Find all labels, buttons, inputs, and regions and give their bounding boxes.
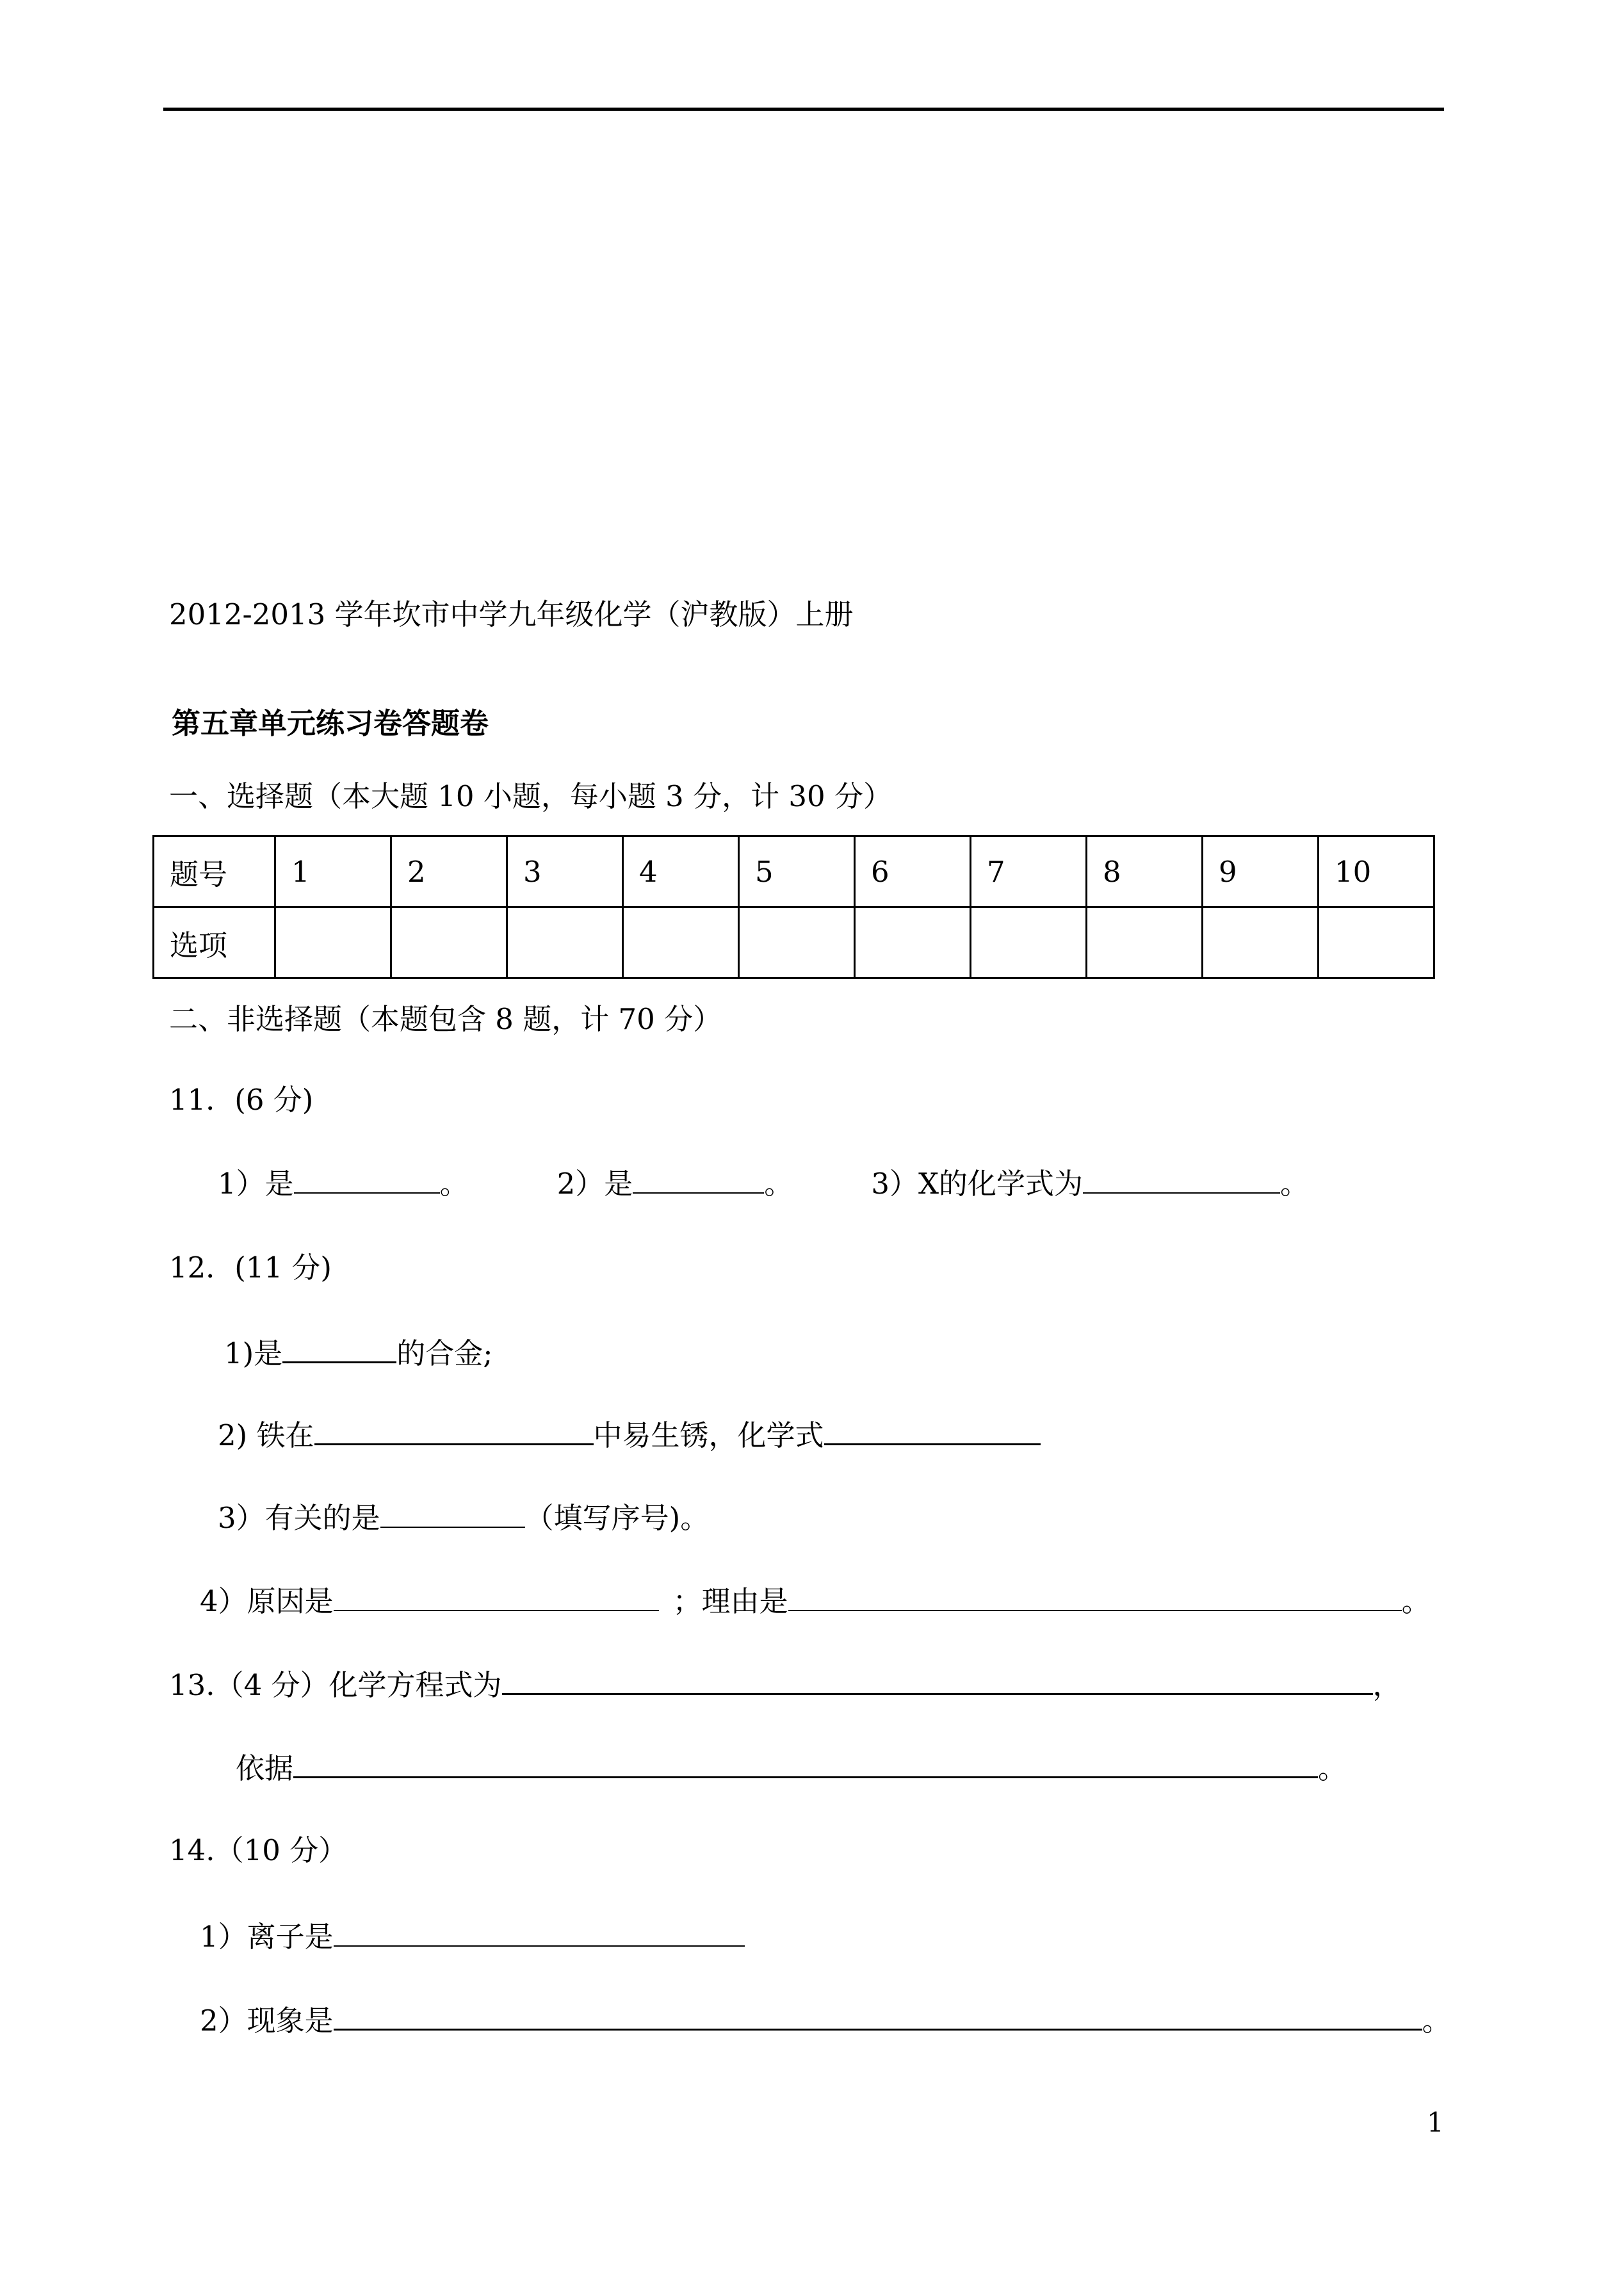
- q11-heading: 11．(6 分): [169, 1083, 314, 1117]
- table-cell-number: 8: [1087, 836, 1203, 907]
- q11-part1-label: 1）是: [218, 1167, 294, 1201]
- table-cell-number: 5: [739, 836, 855, 907]
- q12-line-2: [218, 1415, 1041, 1455]
- q13-heading-end: ，: [1372, 1668, 1402, 1702]
- q12-blank-1[interactable]: [282, 1333, 396, 1363]
- table-header-cell: 题号: [154, 836, 275, 907]
- answer-cell[interactable]: [275, 907, 391, 978]
- q13-blank-1[interactable]: [502, 1665, 1373, 1695]
- q13-blank-2[interactable]: [293, 1748, 1318, 1778]
- answer-table: [152, 835, 1435, 979]
- q11-blank-2[interactable]: [633, 1164, 764, 1194]
- header-rule: [163, 108, 1444, 111]
- q11-blank-1[interactable]: [294, 1164, 440, 1194]
- answer-cell[interactable]: [971, 907, 1087, 978]
- q12-line-4: [200, 1582, 1431, 1621]
- table-cell-number: 4: [623, 836, 739, 907]
- q14-l2-end: 。: [1422, 2004, 1451, 2038]
- q12-l4-label: 4）原因是: [200, 1584, 334, 1618]
- answer-cell[interactable]: [739, 907, 855, 978]
- q12-blank-3[interactable]: [824, 1415, 1041, 1445]
- q12-l4-mid: ；理由是: [672, 1584, 788, 1618]
- answer-cell[interactable]: [391, 907, 507, 978]
- section2-heading: 二、非选择题（本题包含 8 题，计 70 分）: [169, 1002, 722, 1036]
- answer-cell[interactable]: [1203, 907, 1319, 978]
- q14-l1-label: 1）离子是: [200, 1920, 334, 1954]
- q11-part2-label: 2）是: [556, 1167, 633, 1201]
- q14-line-1: [200, 1917, 745, 1956]
- q13-l2-end: 。: [1318, 1751, 1347, 1785]
- q12-l3-label: 3）有关的是: [218, 1501, 380, 1535]
- table-cell-number: 7: [971, 836, 1087, 907]
- section1-heading: 一、选择题（本大题 10 小题，每小题 3 分，计 30 分）: [169, 779, 892, 813]
- q12-l4-end: 。: [1401, 1584, 1431, 1618]
- q11-line: [218, 1164, 1309, 1203]
- q11-part2-end: 。: [764, 1167, 793, 1201]
- table-row-numbers: [154, 836, 1434, 907]
- q13-l2-label: 依据: [236, 1751, 294, 1785]
- table-cell-number: 1: [275, 836, 391, 907]
- q12-heading: 12．(11 分): [169, 1251, 332, 1285]
- answer-cell[interactable]: [1319, 907, 1434, 978]
- table-cell-number: 2: [391, 836, 507, 907]
- q12-blank-4[interactable]: [380, 1498, 525, 1528]
- document-subtitle: 第五章单元练习卷答题卷: [172, 706, 489, 740]
- q13-line-2: [236, 1748, 1347, 1788]
- answer-cell[interactable]: [1087, 907, 1203, 978]
- q11-part1-end: 。: [439, 1167, 469, 1201]
- q12-l2-label: 2) 铁在: [218, 1418, 314, 1452]
- document-title: 2012-2013 学年坎市中学九年级化学（沪教版）上册: [169, 597, 854, 631]
- q14-heading: 14.（10 分）: [169, 1833, 348, 1867]
- q12-blank-6[interactable]: [788, 1582, 1402, 1611]
- table-cell-number: 10: [1319, 836, 1434, 907]
- q13-line-1: [169, 1665, 1402, 1705]
- q12-l3-end: （填写序号)。: [524, 1501, 710, 1535]
- q12-l1-end: 的合金;: [396, 1336, 493, 1370]
- table-cell-number: 9: [1203, 836, 1319, 907]
- table-header-cell: 选项: [154, 907, 275, 978]
- table-cell-number: 3: [507, 836, 623, 907]
- q12-line-3: [218, 1498, 709, 1537]
- q14-line-2: [200, 2000, 1451, 2040]
- q14-l2-label: 2）现象是: [200, 2004, 334, 2038]
- table-cell-number: 6: [855, 836, 971, 907]
- q12-l1-label: 1)是: [224, 1336, 283, 1370]
- q14-blank-2[interactable]: [334, 2000, 1422, 2031]
- q11-part3-end: 。: [1279, 1167, 1309, 1201]
- q12-blank-5[interactable]: [334, 1582, 659, 1611]
- answer-cell[interactable]: [623, 907, 739, 978]
- answer-cell[interactable]: [507, 907, 623, 978]
- q11-part3-label: 3）X的化学式为: [871, 1167, 1083, 1201]
- q12-line-1: [224, 1333, 492, 1373]
- page-number: 1: [1427, 2107, 1444, 2138]
- q13-heading: 13.（4 分）化学方程式为: [169, 1668, 502, 1702]
- table-row-answers: [154, 907, 1434, 978]
- answer-cell[interactable]: [855, 907, 971, 978]
- q12-blank-2[interactable]: [314, 1415, 594, 1445]
- q14-blank-1[interactable]: [334, 1917, 745, 1947]
- q11-blank-3[interactable]: [1083, 1164, 1280, 1194]
- q12-l2-mid: 中易生锈，化学式: [593, 1418, 824, 1452]
